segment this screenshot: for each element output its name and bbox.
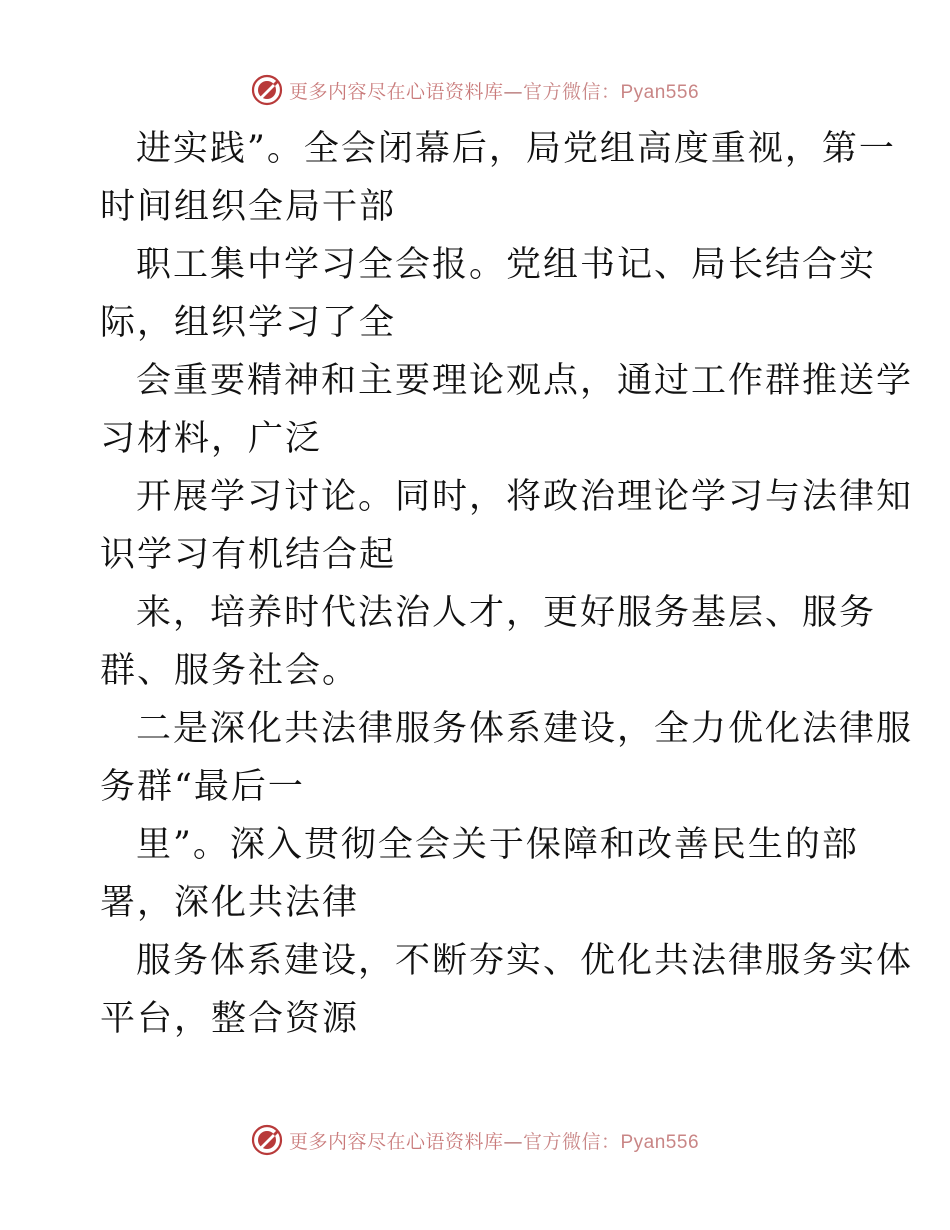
footer-wechat-label: 官方微信： xyxy=(522,1130,621,1153)
footer-separator: — xyxy=(503,1130,523,1153)
text-line: 群、服务社会。 xyxy=(100,651,360,691)
text-line: 平台，整合资源 xyxy=(100,999,360,1039)
text-line: 服务体系建设，不断夯实、优化共法律服务实体 xyxy=(136,941,914,981)
text-line: 务群“最后一 xyxy=(100,767,305,807)
header-watermark xyxy=(0,70,950,110)
text-line: 识学习有机结合起 xyxy=(100,535,397,575)
text-line: 时间组织全局干部 xyxy=(100,187,397,227)
footer-watermark xyxy=(0,1120,950,1160)
text-line: 习材料，广泛 xyxy=(100,419,323,459)
text-line: 署，深化共法律 xyxy=(100,883,360,923)
header-site-name: 更多内容尽在心语资料库 xyxy=(288,80,504,103)
footer-wechat-id: Pyan556 xyxy=(620,1131,700,1153)
text-line: 来，培养时代法治人才，更好服务基层、服务 xyxy=(136,593,877,633)
document-body xyxy=(100,120,914,1048)
text-line: 里”。深入贯彻全会关于保障和改善民生的部 xyxy=(136,825,859,865)
text-line: 际，组织学习了全 xyxy=(100,303,397,343)
header-wechat-label: 官方微信： xyxy=(522,80,621,103)
text-line: 职工集中学习全会报。党组书记、局长结合实 xyxy=(136,245,877,285)
pen-logo-icon xyxy=(251,1124,283,1156)
header-separator: — xyxy=(503,80,523,103)
footer-site-name: 更多内容尽在心语资料库 xyxy=(288,1130,504,1153)
header-wechat-id: Pyan556 xyxy=(620,81,700,103)
text-line: 进实践”。全会闭幕后，局党组高度重视，第一 xyxy=(136,129,896,169)
pen-logo-icon xyxy=(251,74,283,106)
text-line: 会重要精神和主要理论观点，通过工作群推送学 xyxy=(136,361,914,401)
text-line: 开展学习讨论。同时，将政治理论学习与法律知 xyxy=(136,477,914,517)
text-line: 二是深化共法律服务体系建设，全力优化法律服 xyxy=(136,709,914,749)
